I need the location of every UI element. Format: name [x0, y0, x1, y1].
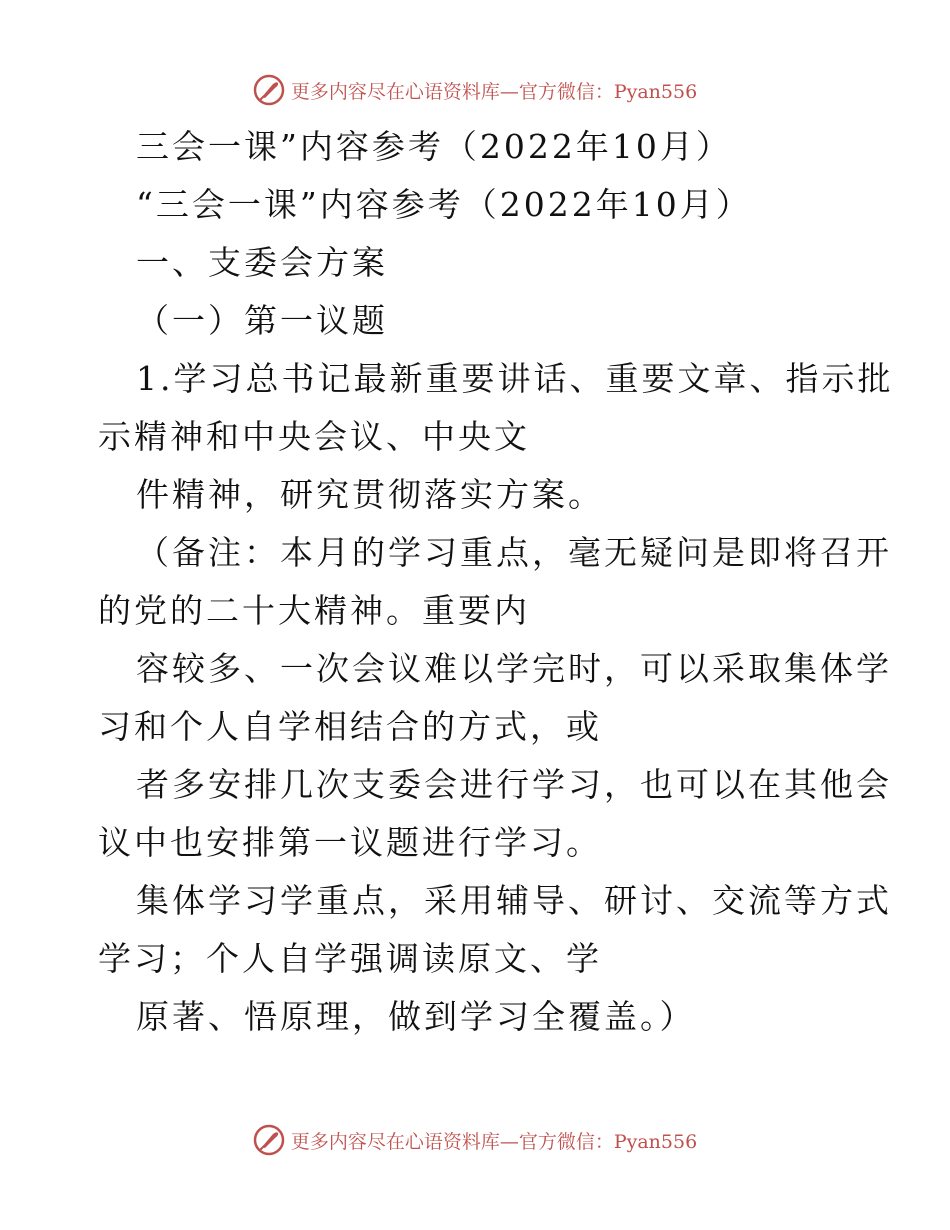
banner-main-text: 更多内容尽在心语资料库 [290, 80, 500, 103]
banner-wechat-text: 官方微信：Pyan556 [518, 1130, 698, 1153]
subsection-heading: （一）第一议题 [136, 301, 388, 340]
paragraph-line: 件精神，研究贯彻落实方案。 [136, 475, 604, 514]
banner-main-text: 更多内容尽在心语资料库 [290, 1130, 500, 1153]
document-body [98, 118, 894, 1046]
banner-text [291, 77, 697, 104]
banner-text [291, 1127, 697, 1154]
paragraph-line: 原著、悟原理，做到学习全覆盖。） [136, 997, 696, 1036]
paragraph-line: 议中也安排第一议题进行学习。 [98, 823, 602, 862]
paragraph-line: 1.学习总书记最新重要讲话、重要文章、指示批 [136, 359, 894, 398]
footer-watermark-banner [0, 1120, 950, 1160]
paragraph-line: 的党的二十大精神。重要内 [98, 591, 530, 630]
quill-logo-icon [253, 74, 285, 106]
paragraph-line: 集体学习学重点，采用辅导、研讨、交流等方式 [136, 881, 892, 920]
section-heading: 一、支委会方案 [136, 243, 388, 282]
banner-dash: — [499, 80, 519, 103]
paragraph-line: 者多安排几次支委会进行学习，也可以在其他会 [136, 765, 892, 804]
paragraph-line: 容较多、一次会议难以学完时，可以采取集体学 [136, 649, 892, 688]
banner-wechat-text: 官方微信：Pyan556 [518, 80, 698, 103]
paragraph-line: 习和个人自学相结合的方式，或 [98, 707, 602, 746]
quill-logo-icon [253, 1124, 285, 1156]
header-watermark-banner [0, 70, 950, 110]
paragraph-line: 学习；个人自学强调读原文、学 [98, 939, 602, 978]
paragraph-line: （备注：本月的学习重点，毫无疑问是即将召开 [136, 533, 892, 572]
paragraph-line: 示精神和中央会议、中央文 [98, 417, 530, 456]
doc-title-line: 三会一课”内容参考（2022年10月） [136, 127, 732, 166]
banner-dash: — [499, 1130, 519, 1153]
doc-title-line-quoted: “三会一课”内容参考（2022年10月） [136, 185, 752, 224]
